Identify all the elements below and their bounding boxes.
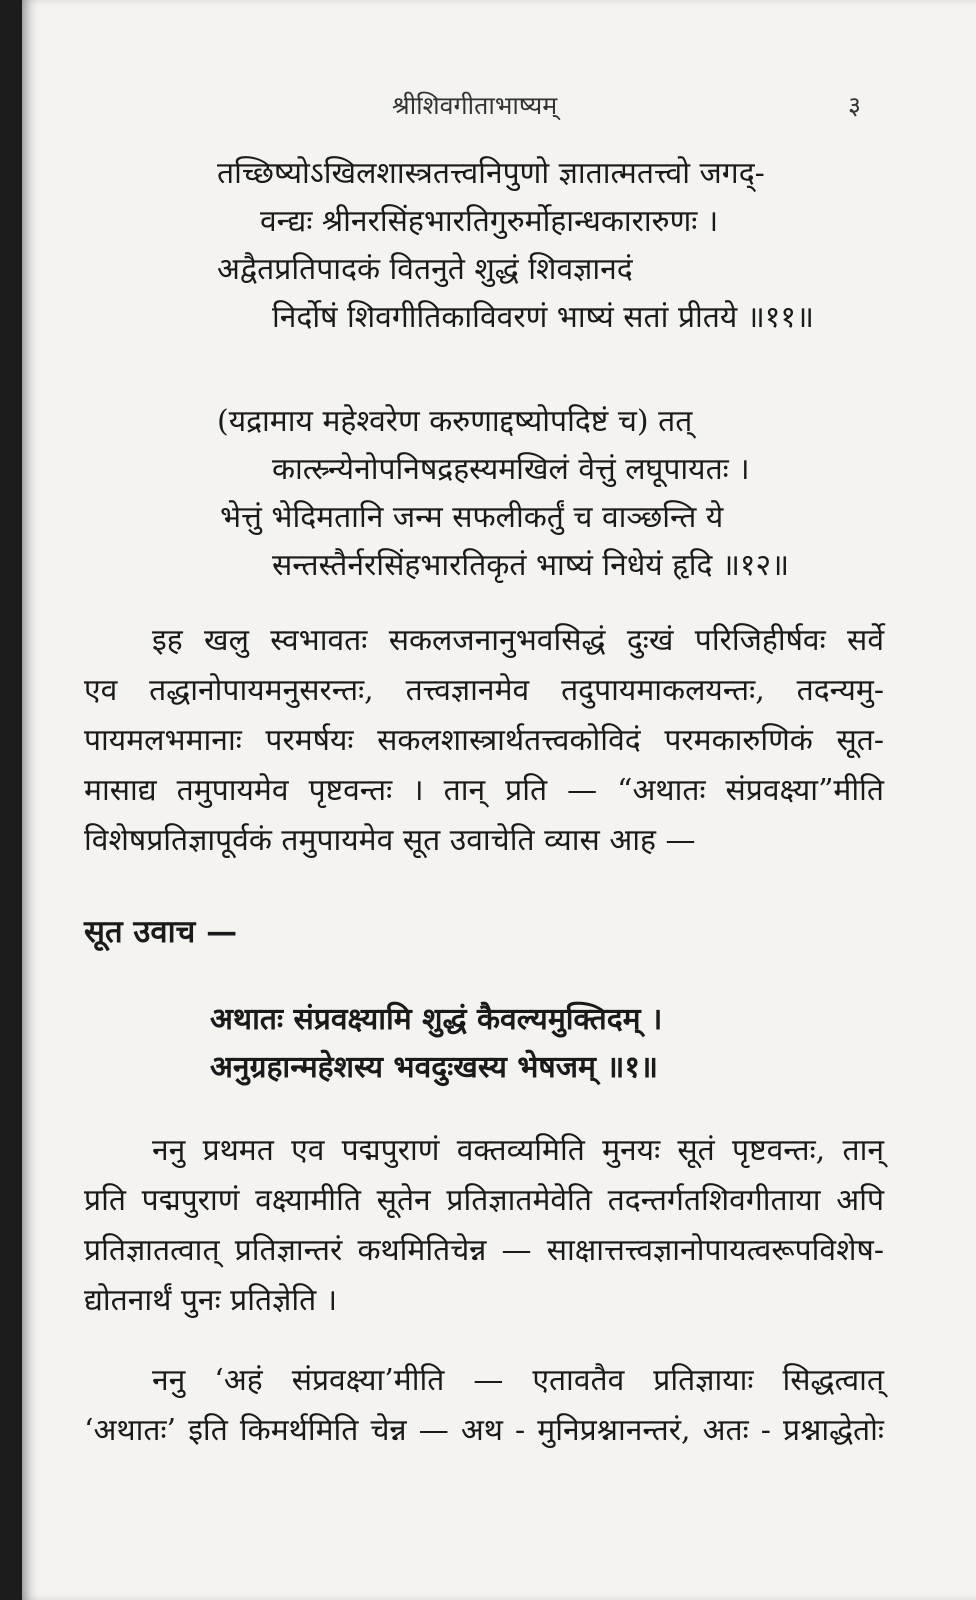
verse-11-line-4: निर्दोषं शिवगीतिकाविवरणं भाष्यं सतां प्रीतये ॥११॥: [272, 300, 814, 335]
verse-11-line-3: अद्वैतप्रतिपादकं वितनुते शुद्धं शिवज्ञानदं: [217, 252, 633, 287]
para-1-line-3: पायमलभमानाः परमर्षयः सकलशास्त्रार्थतत्त्वकोविदं परमकारुणिकं सूत-: [84, 723, 884, 758]
verse-12-line-1: (यद्रामाय महेश्वरेण करुणाद्दष्योपदिष्टं च) तत्: [217, 404, 693, 439]
verse-12-line-2: कात्स्र्न्येनोपनिषद्रहस्यमखिलं वेत्तुं लघूपायतः ।: [272, 452, 750, 487]
verse-12-line-3: भेत्तुं भेदिमतानि जन्म सफलीकर्तुं च वाञ्छन्ति ये: [220, 500, 724, 535]
verse-11-line-2: वन्द्यः श्रीनरसिंहभारतिगुरुर्मोहान्धकारारुणः ।: [260, 204, 719, 239]
para-1-line-5: विशेषप्रतिज्ञापूर्वकं तमुपायमेव सूत उवाचेति व्यास आह —: [84, 823, 696, 858]
para-2-line-2: प्रति पद्मपुराणं वक्ष्यामीति सूतेन प्रतिज्ञातमेवेति तदन्तर्गतशिवगीताया अपि: [84, 1183, 884, 1218]
para-1-line-4: मासाद्य तमुपायमेव पृष्टवन्तः । तान् प्रति — “अथातः संप्रवक्ष्या”मीति: [84, 773, 884, 808]
running-head: [22, 88, 976, 128]
main-verse-line-1: अथातः संप्रवक्ष्यामि शुद्धं कैवल्यमुक्तिदम् ।: [210, 1002, 663, 1037]
running-head-title: श्रीशिवगीताभाष्यम्: [392, 91, 558, 120]
verse-12-line-4: सन्तस्तैर्नरसिंहभारतिकृतं भाष्यं निधेयं हृदि ॥१२॥: [272, 548, 790, 583]
para-2-line-3: प्रतिज्ञातत्वात् प्रतिज्ञान्तरं कथमितिचेन्न — साक्षात्तत्त्वज्ञानोपायत्वरूपविशेष-: [84, 1233, 884, 1268]
para-2-line-1: ननु प्रथमत एव पद्मपुराणं वक्तव्यमिति मुनयः सूतं पृष्टवन्तः, तान्: [152, 1133, 884, 1168]
main-verse-line-2: अनुग्रहान्महेशस्य भवदुःखस्य भेषजम् ॥१॥: [210, 1050, 658, 1085]
speaker-heading: सूत उवाच —: [84, 914, 238, 950]
book-page: [22, 0, 976, 1600]
page-number: ३: [848, 91, 862, 120]
para-2-line-4: द्योतनार्थं पुनः प्रतिज्ञेति ।: [84, 1283, 338, 1318]
para-3-line-2: ‘अथातः’ इति किमर्थमिति चेन्न — अथ - मुनिप्रश्नानन्तरं, अतः - प्रश्नाद्धेतोः: [84, 1413, 884, 1448]
para-3-line-1: ननु ‘अहं संप्रवक्ष्या’मीति — एतावतैव प्रतिज्ञायाः सिद्धत्वात्: [152, 1363, 884, 1398]
verse-11-line-1: तच्छिष्योऽखिलशास्त्रतत्त्वनिपुणो ज्ञातात्मतत्त्वो जगद्-: [217, 156, 765, 191]
para-1-line-1: इह खलु स्वभावतः सकलजनानुभवसिद्धं दुःखं परिजिहीर्षवः सर्वे: [152, 623, 884, 658]
para-1-line-2: एव तद्धानोपायमनुसरन्तः, तत्त्वज्ञानमेव तदुपायमाकलयन्तः, तदन्यमु-: [84, 673, 884, 708]
